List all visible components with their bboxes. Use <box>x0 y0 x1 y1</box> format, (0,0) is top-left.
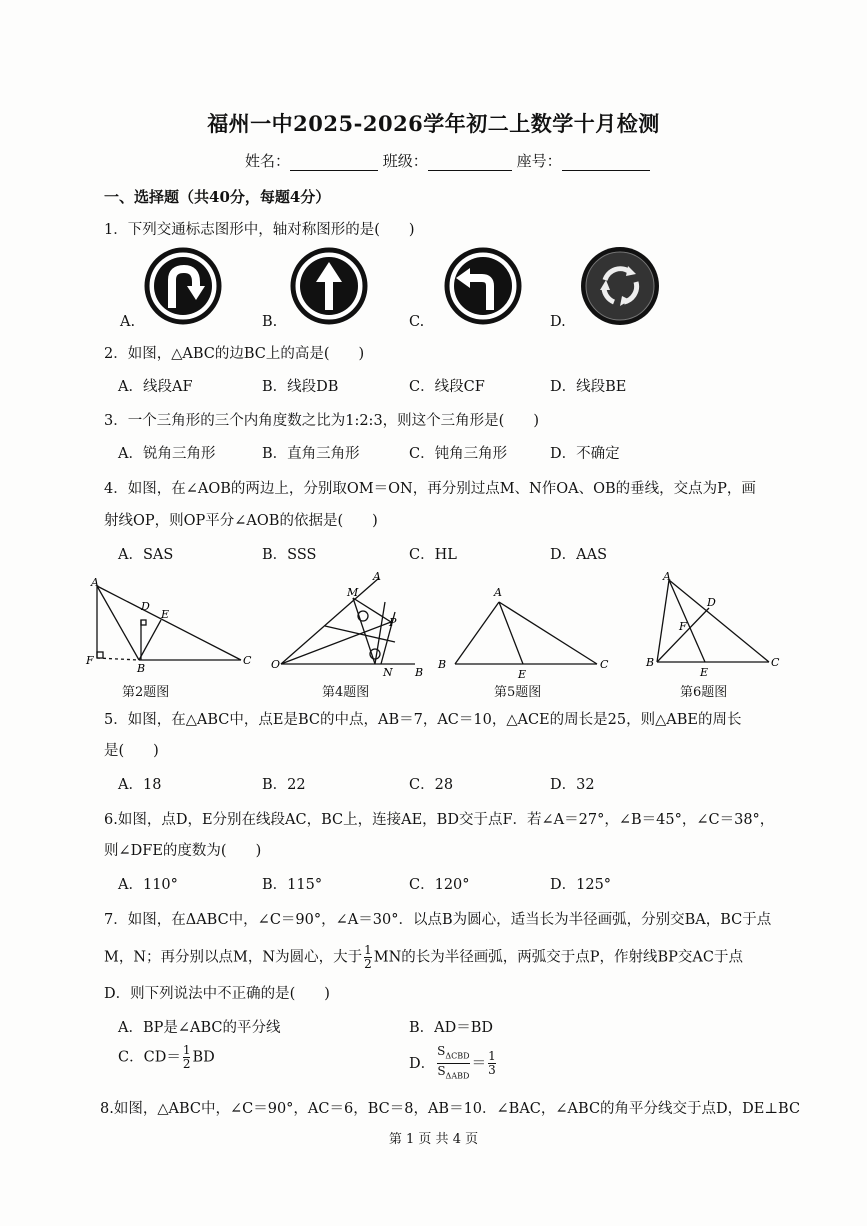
fig6-label-a: A <box>663 572 671 583</box>
q1-option-c[interactable]: C. <box>409 314 425 330</box>
question-8-stem: 8.如图，△ABC中，∠C＝90°，AC＝6，BC＝8，AB＝10．∠BAC，∠ABC的角平分线交于点D，DE⊥BC <box>100 1101 801 1117</box>
q2-option-a[interactable]: A．线段AF <box>118 379 193 395</box>
question-4-stem-line2: 射线OP，则OP平分∠AOB的依据是( ) <box>104 513 378 529</box>
question-2-stem: 2．如图，△ABC的边BC上的高是( ) <box>104 346 365 362</box>
figure-q6 <box>657 580 769 662</box>
q2-option-d[interactable]: D．线段BE <box>550 379 627 395</box>
section-title: 一、选择题（共40分，每题4分） <box>104 188 331 206</box>
fig4-label-o: O <box>271 658 281 671</box>
sign-b-straight-icon <box>293 250 365 322</box>
q2-option-c[interactable]: C．线段CF <box>409 379 485 395</box>
fig2-label-d: D <box>141 600 150 613</box>
page-title: 福州一中2025-2026学年初二上数学十月检测 <box>207 111 660 136</box>
q3-option-a[interactable]: A．锐角三角形 <box>118 446 216 462</box>
q4-option-d[interactable]: D．AAS <box>550 547 608 563</box>
question-4-stem-line1: 4．如图，在∠AOB的两边上，分别取OM＝ON，再分别过点M、N作OA、OB的垂线，交点为P，画 <box>104 481 756 497</box>
q7-option-c[interactable]: C．CD＝ $\frac{1}{2}$ BD <box>118 1043 215 1071</box>
class-blank[interactable] <box>428 154 512 171</box>
fig6-label-b: B <box>646 656 655 669</box>
seat-blank[interactable] <box>562 154 650 171</box>
fig5-label-e: E <box>518 668 527 681</box>
q6-option-d[interactable]: D．125° <box>550 877 612 893</box>
fig4-label-p: P <box>389 616 397 629</box>
seat-label: 座号： <box>516 152 562 170</box>
q3-option-c[interactable]: C．钝角三角形 <box>409 446 508 462</box>
q2-option-b[interactable]: B．线段DB <box>262 379 339 395</box>
fig4-label-m: M <box>347 586 359 599</box>
q3-option-d[interactable]: D．不确定 <box>550 446 620 462</box>
figure-q5 <box>455 602 597 664</box>
fig2-label-e: E <box>161 608 170 621</box>
q6-option-a[interactable]: A．110° <box>118 877 178 893</box>
question-1-stem: 1．下列交通标志图形中，轴对称图形的是( ) <box>104 222 415 238</box>
question-7-stem-line3: D．则下列说法中不正确的是( ) <box>104 986 330 1002</box>
q4-option-c[interactable]: C．HL <box>409 547 457 563</box>
geometry-figures <box>85 572 785 682</box>
caption-fig4: 第4题图 <box>322 685 370 700</box>
fig5-label-c: C <box>600 658 609 671</box>
q5-option-d[interactable]: D．32 <box>550 777 595 793</box>
question-3-stem: 3．一个三角形的三个内角度数之比为1:2:3，则这个三角形是( ) <box>104 413 539 429</box>
question-7-stem-line1: 7．如图，在ΔABC中，∠C＝90°，∠A＝30°．以点B为圆心，适当长为半径画弧，分别交BA，BC于点 <box>104 912 772 928</box>
fig6-label-d: D <box>707 596 716 609</box>
sign-d-roundabout-icon <box>581 247 659 325</box>
q7-optd-fraction: $\frac{1}{3}$ <box>488 1049 496 1078</box>
traffic-signs-figure <box>100 244 680 336</box>
q7-option-a[interactable]: A．BP是∠ABC的平分线 <box>118 1020 281 1036</box>
fig5-label-b: B <box>438 658 447 671</box>
name-blank[interactable] <box>290 154 378 171</box>
class-label: 班级： <box>382 152 428 170</box>
q6-option-b[interactable]: B．115° <box>262 877 323 893</box>
sign-c-left-turn-icon <box>447 250 519 322</box>
fig4-label-n: N <box>383 666 393 679</box>
name-label: 姓名： <box>245 152 291 170</box>
q4-option-a[interactable]: A．SAS <box>118 547 174 563</box>
caption-fig2: 第2题图 <box>122 685 170 700</box>
q3-option-b[interactable]: B．直角三角形 <box>262 446 360 462</box>
q4-option-b[interactable]: B．SSS <box>262 547 317 563</box>
q5-option-c[interactable]: C．28 <box>409 777 454 793</box>
q5-option-a[interactable]: A．18 <box>118 777 162 793</box>
q7-option-b[interactable]: B．AD＝BD <box>409 1020 494 1036</box>
question-6-stem-line1: 6.如图，点D，E分别在线段AC，BC上，连接AE，BD交于点F．若∠A＝27°，∠B＝45°，∠C＝38°， <box>104 812 775 828</box>
q5-option-b[interactable]: B．22 <box>262 777 306 793</box>
student-info-line <box>245 150 650 171</box>
page-footer: 第 1 页 共 4 页 <box>388 1132 479 1147</box>
fig6-label-e: E <box>700 666 709 679</box>
caption-fig6: 第6题图 <box>680 685 728 700</box>
question-5-stem-line2: 是( ) <box>104 743 159 759</box>
figure-q2 <box>97 586 241 660</box>
fig2-label-b: B <box>137 662 146 675</box>
sign-a-uturn-icon <box>147 250 219 322</box>
question-7-stem-line2 <box>104 944 743 971</box>
fig4-label-b: B <box>415 666 424 679</box>
fig2-label-c: C <box>243 654 252 667</box>
fig6-label-f: F <box>679 620 687 633</box>
fig4-label-a: A <box>373 572 381 583</box>
question-6-stem-line2: 则∠DFE的度数为( ) <box>104 843 262 859</box>
q1-option-a[interactable]: A. <box>120 314 136 330</box>
fig2-label-a: A <box>91 576 99 589</box>
q7-option-d[interactable]: D． $S_{\Delta CBD}$ $S_{\Delta ABD}$ ＝ $\frac{1}{3}$ <box>409 1044 498 1084</box>
q6-option-c[interactable]: C．120° <box>409 877 470 893</box>
q7-line2-part1: M，N；再分别以点M，N为圆心，大于 <box>104 949 363 966</box>
q7-optc-fraction: $\frac{1}{2}$ <box>182 1043 191 1071</box>
fig6-label-c: C <box>771 656 780 669</box>
q1-option-d[interactable]: D. <box>550 314 566 330</box>
fig2-label-f: F <box>86 654 94 667</box>
q7-fraction-half: $\frac{1}{2}$ <box>364 943 372 971</box>
question-5-stem-line1: 5．如图，在△ABC中，点E是BC的中点，AB＝7，AC＝10，△ACE的周长是25，则△ABE的周长 <box>104 712 742 728</box>
q1-option-b[interactable]: B. <box>262 314 278 330</box>
q7-line2-part2: MN的长为半径画弧，两弧交于点P，作射线BP交AC于点 <box>373 949 743 966</box>
q7-optd-area-ratio: $S_{\Delta CBD}$ $S_{\Delta ABD}$ <box>437 1044 470 1081</box>
fig5-label-a: A <box>494 586 502 599</box>
caption-fig5: 第5题图 <box>494 685 542 700</box>
